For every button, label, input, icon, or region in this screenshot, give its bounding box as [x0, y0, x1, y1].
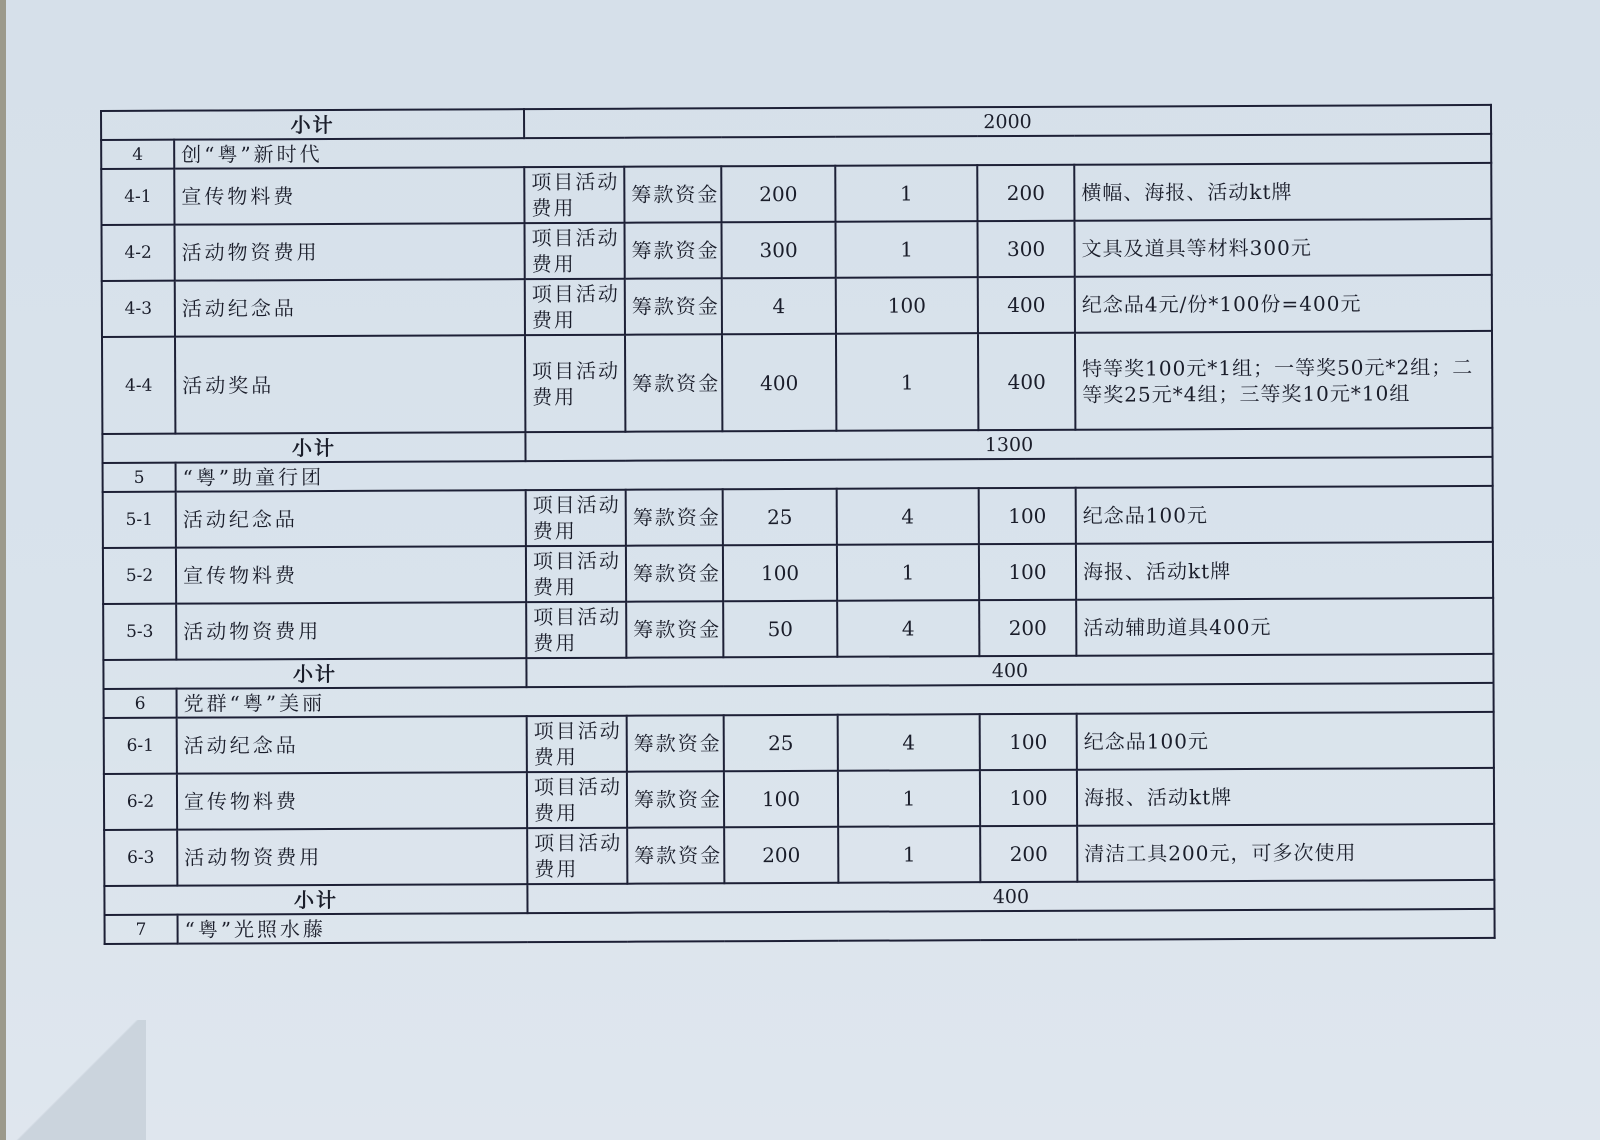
item-name: 活动物资费用	[175, 223, 525, 281]
budget-table-body	[101, 105, 1495, 944]
item-name: 活动纪念品	[176, 490, 526, 548]
item-expense-type: 项目活动费用	[524, 167, 624, 223]
item-expense-type: 项目活动费用	[527, 716, 627, 772]
item-quantity: 100	[836, 277, 978, 334]
item-number: 4-2	[102, 225, 175, 281]
item-fund-source: 筹款资金	[627, 771, 724, 827]
item-amount: 200	[980, 826, 1077, 882]
item-unit-price: 100	[724, 771, 838, 827]
table-row	[103, 598, 1493, 660]
budget-table	[100, 104, 1496, 945]
item-note: 纪念品4元/份*100份=400元	[1075, 275, 1492, 333]
item-unit-price: 25	[724, 715, 838, 771]
subtotal-label: 小计	[104, 884, 527, 915]
table-row	[104, 712, 1494, 774]
item-fund-source: 筹款资金	[627, 827, 724, 883]
subtotal-value: 400	[527, 880, 1494, 913]
item-quantity: 1	[836, 333, 978, 431]
item-expense-type: 项目活动费用	[525, 279, 625, 335]
section-number: 6	[104, 689, 177, 718]
section-title: “粤”光照水藤	[178, 909, 1495, 944]
item-quantity: 4	[838, 714, 980, 771]
table-row	[102, 219, 1492, 281]
item-amount: 100	[980, 770, 1077, 826]
item-amount: 100	[979, 488, 1076, 544]
item-quantity: 1	[835, 221, 977, 278]
item-note: 清洁工具200元，可多次使用	[1077, 824, 1494, 882]
item-note: 文具及道具等材料300元	[1074, 219, 1491, 277]
item-amount: 200	[977, 165, 1074, 221]
section-number: 4	[101, 140, 174, 169]
table-row	[104, 768, 1494, 830]
item-fund-source: 筹款资金	[626, 545, 723, 601]
item-name: 宣传物料费	[174, 167, 524, 225]
item-expense-type: 项目活动费用	[526, 546, 626, 602]
item-note: 海报、活动kt牌	[1077, 768, 1494, 826]
table-row	[101, 163, 1491, 225]
item-name: 活动物资费用	[176, 602, 526, 660]
item-name: 宣传物料费	[177, 772, 527, 830]
item-expense-type: 项目活动费用	[525, 335, 625, 432]
item-note: 特等奖100元*1组；一等奖50元*2组；二等奖25元*4组；三等奖10元*10组	[1075, 331, 1492, 430]
subtotal-value: 2000	[524, 105, 1491, 138]
subtotal-label: 小计	[101, 109, 524, 140]
item-amount: 400	[978, 333, 1075, 430]
item-name: 活动纪念品	[177, 716, 527, 774]
item-expense-type: 项目活动费用	[527, 828, 627, 884]
item-note: 海报、活动kt牌	[1076, 542, 1493, 600]
item-fund-source: 筹款资金	[624, 166, 721, 222]
item-expense-type: 项目活动费用	[527, 772, 627, 828]
item-name: 宣传物料费	[176, 546, 526, 604]
table-row	[102, 331, 1492, 434]
item-number: 6-2	[104, 774, 177, 830]
subtotal-value: 1300	[525, 428, 1492, 461]
item-quantity: 4	[837, 488, 979, 545]
item-note: 纪念品100元	[1077, 712, 1494, 770]
item-expense-type: 项目活动费用	[524, 223, 624, 279]
item-quantity: 4	[837, 600, 979, 657]
item-quantity: 1	[838, 770, 980, 827]
item-note: 纪念品100元	[1076, 486, 1493, 544]
item-unit-price: 4	[722, 278, 836, 334]
item-number: 6-3	[104, 830, 177, 886]
item-number: 4-3	[102, 281, 175, 337]
item-amount: 300	[977, 221, 1074, 277]
item-amount: 400	[978, 277, 1075, 333]
item-fund-source: 筹款资金	[626, 601, 723, 657]
item-amount: 100	[980, 714, 1077, 770]
subtotal-label: 小计	[102, 432, 525, 463]
item-unit-price: 400	[722, 334, 836, 431]
item-unit-price: 100	[723, 545, 837, 601]
item-fund-source: 筹款资金	[626, 489, 723, 545]
item-unit-price: 25	[723, 489, 837, 545]
item-unit-price: 200	[724, 827, 838, 883]
item-unit-price: 200	[721, 166, 835, 222]
item-number: 5-3	[103, 604, 176, 660]
item-number: 4-4	[102, 337, 175, 434]
subtotal-label: 小计	[103, 658, 526, 689]
item-number: 4-1	[101, 169, 174, 225]
item-note: 横幅、海报、活动kt牌	[1074, 163, 1491, 221]
item-fund-source: 筹款资金	[625, 334, 722, 431]
paper-fold	[6, 1020, 146, 1140]
item-fund-source: 筹款资金	[627, 715, 724, 771]
item-amount: 200	[979, 600, 1076, 656]
item-unit-price: 50	[723, 601, 837, 657]
table-row	[102, 275, 1492, 337]
item-name: 活动纪念品	[175, 279, 525, 337]
item-quantity: 1	[837, 544, 979, 601]
table-row	[104, 824, 1494, 886]
item-number: 5-1	[103, 492, 176, 548]
item-quantity: 1	[835, 165, 977, 222]
item-number: 6-1	[104, 718, 177, 774]
item-number: 5-2	[103, 548, 176, 604]
item-amount: 100	[979, 544, 1076, 600]
item-name: 活动奖品	[175, 335, 525, 434]
item-fund-source: 筹款资金	[624, 222, 721, 278]
section-title: 创“粤”新时代	[174, 134, 1491, 169]
item-fund-source: 筹款资金	[625, 278, 722, 334]
item-note: 活动辅助道具400元	[1076, 598, 1493, 656]
table-row	[103, 486, 1493, 548]
subtotal-value: 400	[526, 654, 1493, 687]
item-name: 活动物资费用	[177, 828, 527, 886]
section-title: “粤”助童行团	[176, 457, 1493, 492]
item-expense-type: 项目活动费用	[526, 602, 626, 658]
section-header-row	[105, 909, 1495, 944]
section-title: 党群“粤”美丽	[177, 683, 1494, 718]
section-number: 5	[103, 463, 176, 492]
item-unit-price: 300	[721, 222, 835, 278]
section-number: 7	[105, 915, 178, 944]
table-row	[103, 542, 1493, 604]
item-quantity: 1	[838, 826, 980, 883]
item-expense-type: 项目活动费用	[526, 490, 626, 546]
